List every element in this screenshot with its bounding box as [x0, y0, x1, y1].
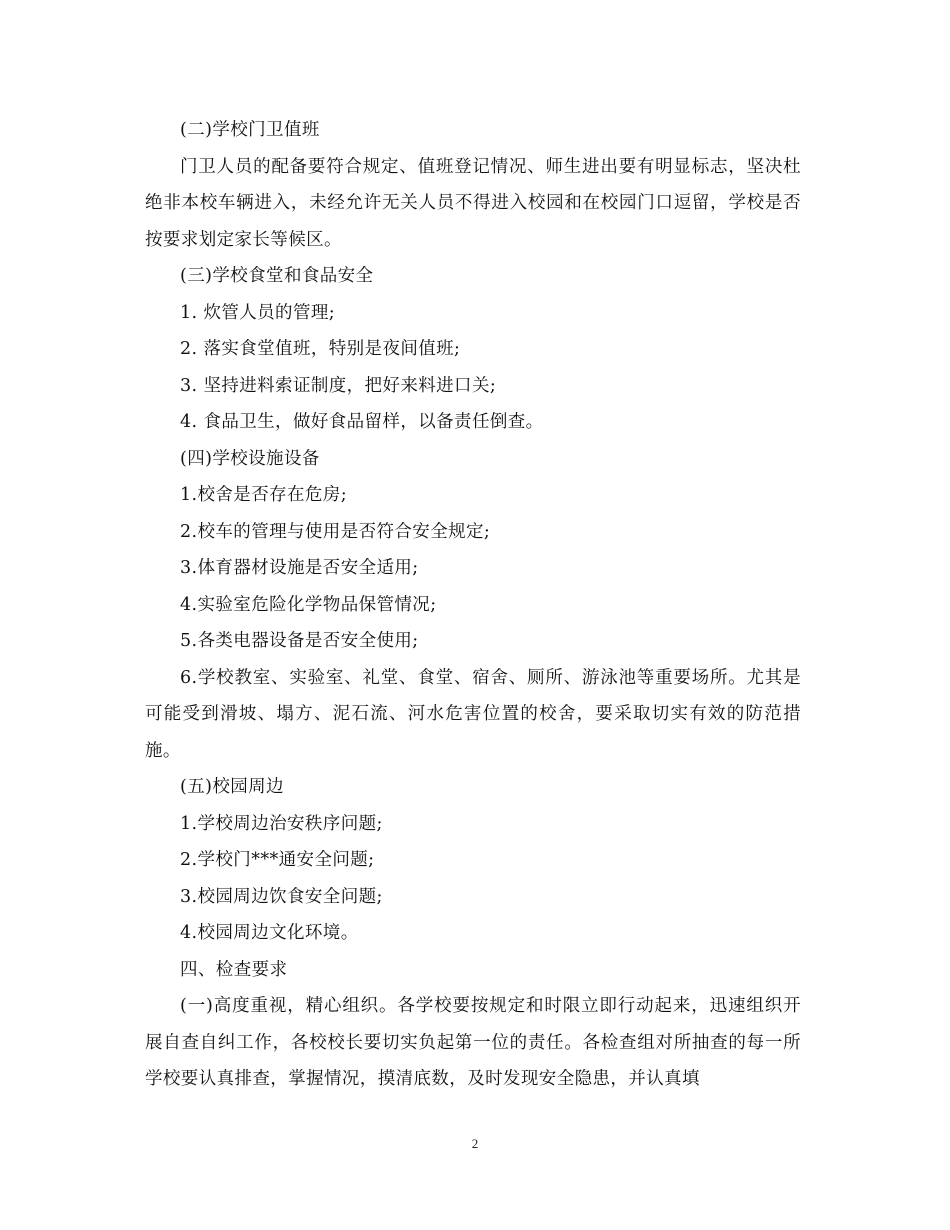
list-item: 3. 坚持进料索证制度，把好来料进口关; [180, 375, 497, 396]
list-item: 1.校舍是否存在危房; [180, 485, 347, 505]
list-item: 6.学校教室、实验室、礼堂、食堂、宿舍、厕所、游泳池等重要场所。尤其是可能受到滑坡、塌方、泥石流、河水危害位置的校舍，要采取切实有效的防范措施。 [145, 667, 801, 761]
list-item: 4. 食品卫生，做好食品留样，以备责任倒查。 [180, 412, 544, 432]
page-number: 2 [471, 1136, 479, 1151]
section-heading-surroundings: (五)校园周边 [180, 777, 284, 797]
paragraph-requirements: (一)高度重视，精心组织。各学校要按规定和时限立即行动起来，迅速组织开展自查自纠工作，各校校长要切实负起第一位的责任。各检查组对所抽查的每一所学校要认真排查，掌握情况，摸清底数，及时发现安全隐患，并认真填 [145, 996, 801, 1089]
document-body [145, 112, 801, 1098]
list-item: 2.校车的管理与使用是否符合安全规定; [180, 521, 491, 542]
list-item: 3.校园周边饮食安全问题; [180, 886, 383, 907]
section-heading-requirements: 四、检查要求 [180, 959, 288, 980]
section-heading-canteen: (三)学校食堂和食品安全 [180, 266, 374, 286]
list-item: 1. 炊管人员的管理; [180, 302, 336, 323]
list-item: 4.校园周边文化环境。 [180, 923, 359, 943]
list-item: 2.学校门***通安全问题; [180, 850, 375, 870]
section-heading-gate-duty: (二)学校门卫值班 [180, 120, 320, 140]
section-heading-facilities: (四)学校设施设备 [180, 448, 320, 469]
list-item: 2. 落实食堂值班，特别是夜间值班; [180, 339, 461, 359]
list-item: 4.实验室危险化学物品保管情况; [180, 594, 437, 615]
list-item: 3.体育器材设施是否安全适用; [180, 558, 419, 578]
paragraph-gate-duty: 门卫人员的配备要符合规定、值班登记情况、师生进出要有明显标志，坚决杜绝非本校车辆进入，未经允许无关人员不得进入校园和在校园门口逗留，学校是否按要求划定家长等候区。 [145, 156, 801, 250]
list-item: 1.学校周边治安秩序问题; [180, 813, 383, 834]
list-item: 5.各类电器设备是否安全使用; [180, 631, 419, 651]
